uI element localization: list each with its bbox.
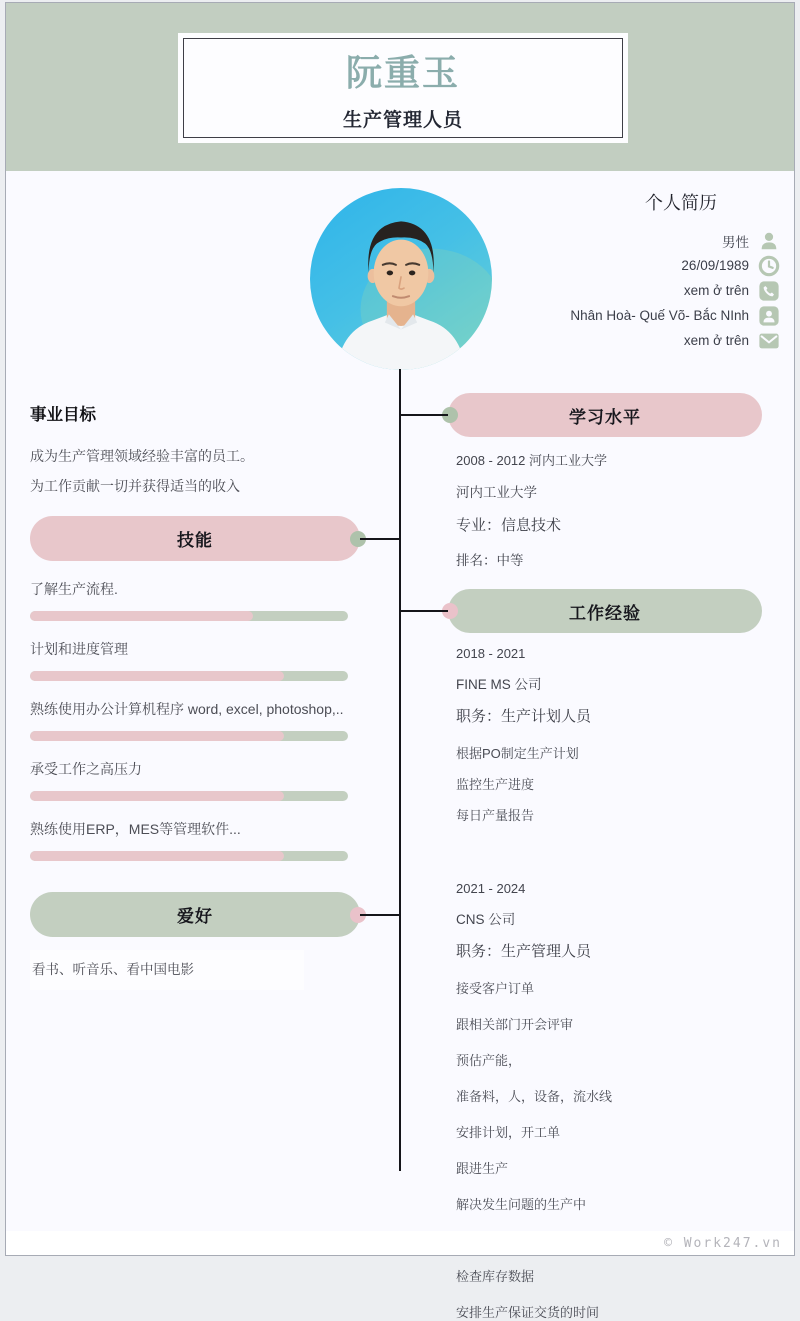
experience-heading-label: 工作经验 [569, 603, 641, 623]
birthdate-value: 26/09/1989 [681, 258, 749, 273]
job-duty: 每日产量报告 [456, 808, 535, 823]
job-duty: 安排计划，开工单 [456, 1125, 561, 1140]
skill-bar [30, 671, 348, 681]
job-company: FINE MS 公司 [456, 677, 542, 692]
education-detail [448, 450, 762, 569]
footer-credit: © Work247.vn [664, 1235, 782, 1251]
phone-value: xem ở trên [683, 283, 749, 298]
skill-item [30, 758, 360, 801]
skill-item [30, 578, 360, 621]
hobbies-section-header [30, 892, 360, 937]
address-value: Nhân Hoà- Quế Võ- Bắc NInh [570, 308, 749, 323]
job-duty: 根据PO制定生产计划 [456, 746, 579, 761]
skill-bar [30, 791, 348, 801]
clock-icon [758, 255, 780, 277]
skills-heading-label: 技能 [177, 531, 213, 550]
user-icon [758, 230, 780, 252]
job-entry [448, 646, 762, 824]
job-duty: 跟进生产 [456, 1161, 509, 1176]
header-band [6, 3, 794, 171]
skill-bar-fill [30, 851, 284, 861]
timeline-line [399, 369, 401, 1171]
skill-bar-fill [30, 731, 284, 741]
objective-line: 为工作贡献一切并获得适当的收入 [30, 478, 240, 494]
experience-section-header [448, 589, 762, 633]
person-name: 阮重玉 [345, 51, 460, 93]
info-row-address [360, 303, 780, 328]
email-icon [758, 330, 780, 352]
job-company: CNS 公司 [456, 912, 516, 927]
skills-section-header [30, 516, 360, 561]
skill-item [30, 698, 360, 741]
skill-bar [30, 731, 348, 741]
hobbies-heading-label: 爱好 [177, 907, 213, 926]
resume-page [5, 2, 795, 1320]
education-school: 河内工业大学 [456, 485, 537, 500]
connector-line [400, 414, 448, 416]
skill-bar-fill [30, 611, 253, 621]
job-position: 职务：生产计划人员 [456, 708, 592, 725]
education-heading-label: 学习水平 [569, 407, 641, 427]
skill-bar-fill [30, 671, 284, 681]
objective-heading: 事业目标 [30, 406, 96, 424]
skill-label: 熟练使用ERP，MES等管理软件... [30, 821, 241, 837]
info-row-email [360, 328, 780, 353]
skill-bar-fill [30, 791, 284, 801]
email-value: xem ở trên [683, 333, 749, 348]
info-row-gender [360, 228, 780, 253]
skill-label: 承受工作之高压力 [30, 761, 142, 777]
phone-icon [758, 280, 780, 302]
job-duty: 监控生产进度 [456, 777, 535, 792]
job-duty: 跟相关部门开会评审 [456, 1017, 574, 1032]
education-period: 2008 - 2012 河内工业大学 [456, 453, 608, 468]
skill-bar [30, 611, 348, 621]
job-duty: 安排生产保证交货的时间 [456, 1305, 600, 1320]
job-position: 职务：生产管理人员 [456, 943, 592, 960]
education-major: 专业：信息技术 [456, 517, 562, 534]
job-duty: 解决发生问题的生产中 [456, 1197, 587, 1212]
person-job-title: 生产管理人员 [342, 109, 463, 131]
job-duty: 检查库存数据 [456, 1269, 535, 1284]
personal-info-heading: 个人简历 [645, 193, 717, 213]
education-rank: 排名：中等 [456, 553, 524, 568]
connector-line [360, 538, 400, 540]
skill-item [30, 638, 360, 681]
connector-line [360, 914, 400, 916]
footer-bar [6, 1231, 794, 1255]
gender-value: 男性 [722, 234, 749, 250]
skill-label: 熟练使用办公计算机程序 word, excel, photoshop,.. [30, 701, 344, 717]
job-period: 2021 - 2024 [456, 881, 526, 896]
hobbies-text: 看书、听音乐、看中国电影 [30, 950, 304, 990]
address-card-icon [758, 305, 780, 327]
personal-info-section [360, 189, 780, 353]
info-row-birthdate [360, 253, 780, 278]
right-column [448, 393, 762, 1321]
education-section-header [448, 393, 762, 437]
objective-line: 成为生产管理领域经验丰富的员工。 [30, 448, 254, 464]
job-duty: 接受客户订单 [456, 981, 535, 996]
skill-item [30, 818, 360, 861]
job-entry [448, 881, 762, 1321]
left-column [30, 401, 360, 990]
job-period: 2018 - 2021 [456, 646, 526, 661]
skill-label: 计划和进度管理 [30, 641, 128, 657]
name-box [178, 33, 628, 143]
connector-line [400, 610, 448, 612]
info-row-phone [360, 278, 780, 303]
job-duty: 准备料，人，设备，流水线 [456, 1089, 613, 1104]
skill-bar [30, 851, 348, 861]
job-duty: 预估产能， [456, 1053, 522, 1068]
skill-label: 了解生产流程. [30, 581, 118, 597]
